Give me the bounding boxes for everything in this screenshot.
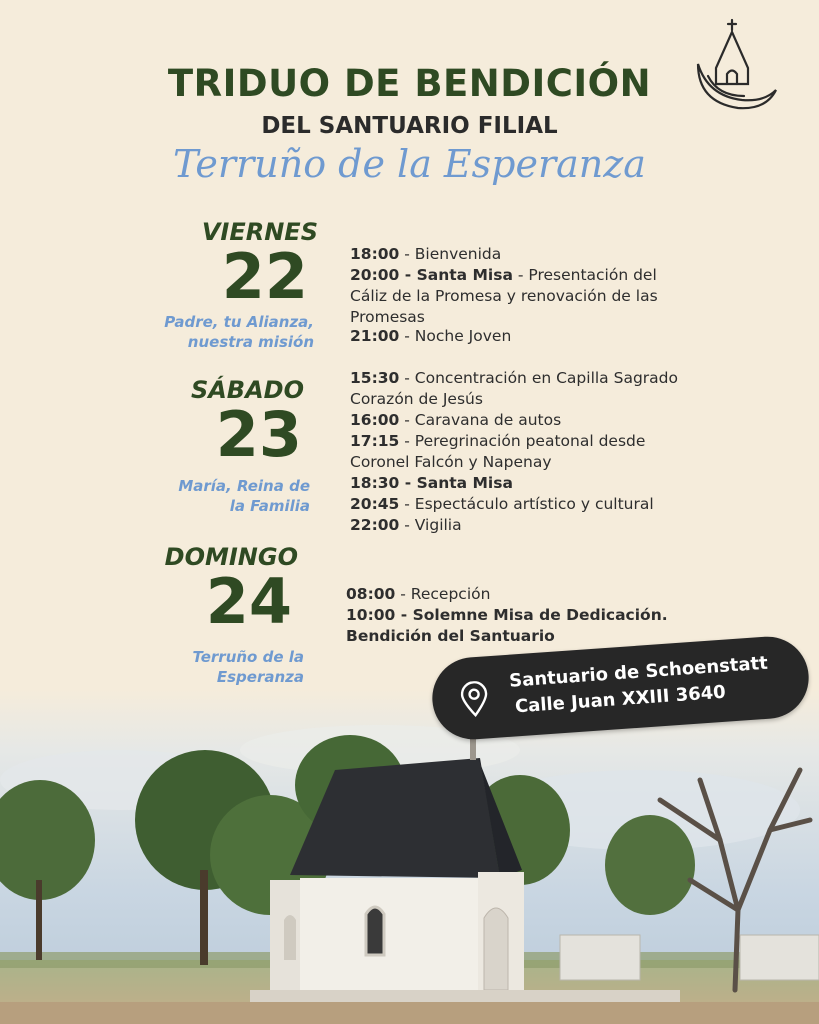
schedule-item: 10:00 - Solemne Misa de Dedicación. Bendición del Santuario [346, 606, 668, 645]
motto-line-1: María, Reina de [178, 477, 310, 495]
day-sunday [110, 543, 298, 638]
day-number: 23 [215, 398, 302, 471]
motto-sunday [110, 647, 304, 687]
day-name: SÁBADO [190, 376, 304, 404]
day-number: 22 [221, 240, 308, 313]
schedule-saturday [350, 368, 700, 536]
schedule-sunday [346, 584, 686, 647]
motto-line-1: Padre, tu Alianza, [164, 313, 314, 331]
motto-line-1: Terruño de la [192, 648, 304, 666]
schedule-friday [350, 244, 670, 347]
schedule-item: 18:00 - Bienvenida [350, 245, 502, 263]
motto-friday [120, 312, 314, 352]
title-line-2: DEL SANTUARIO FILIAL [261, 113, 558, 139]
motto-line-2: Esperanza [216, 668, 304, 686]
schedule-item: 16:00 - Caravana de autos [350, 411, 562, 429]
schedule-item: 20:00 - Santa Misa - Presentación del Cáliz de la Promesa y renovación de las Promesas [350, 266, 658, 326]
schedule-item: 15:30 - Concentración en Capilla Sagrado Corazón de Jesús [350, 369, 678, 408]
shrine-logo-icon [694, 18, 780, 118]
day-name: DOMINGO [164, 543, 298, 571]
motto-saturday [110, 476, 310, 516]
schedule-item: 17:15 - Peregrinación peatonal desde Coronel Falcón y Napenay [350, 432, 646, 471]
day-name: VIERNES [201, 218, 318, 246]
day-friday [140, 218, 318, 313]
schedule-item: 20:45 - Espectáculo artístico y cultural [350, 495, 654, 513]
title-line-3: Terruño de la Esperanza [173, 142, 646, 186]
location-name: Santuario de Schoenstatt [508, 652, 769, 692]
schedule-item: 22:00 - Vigilia [350, 516, 462, 534]
location-address: Calle Juan XXIII 3640 [514, 681, 727, 718]
title-line-1: TRIDUO DE BENDICIÓN [167, 62, 652, 105]
schedule-item: 21:00 - Noche Joven [350, 327, 512, 345]
schedule-item: 18:30 - Santa Misa [350, 474, 513, 492]
motto-line-2: la Familia [229, 497, 310, 515]
shrine-photo [0, 690, 819, 1024]
location-pin-icon [457, 680, 491, 718]
schedule-item: 08:00 - Recepción [346, 585, 491, 603]
motto-line-2: nuestra misión [187, 333, 314, 351]
day-saturday [130, 376, 304, 471]
day-number: 24 [205, 565, 292, 638]
